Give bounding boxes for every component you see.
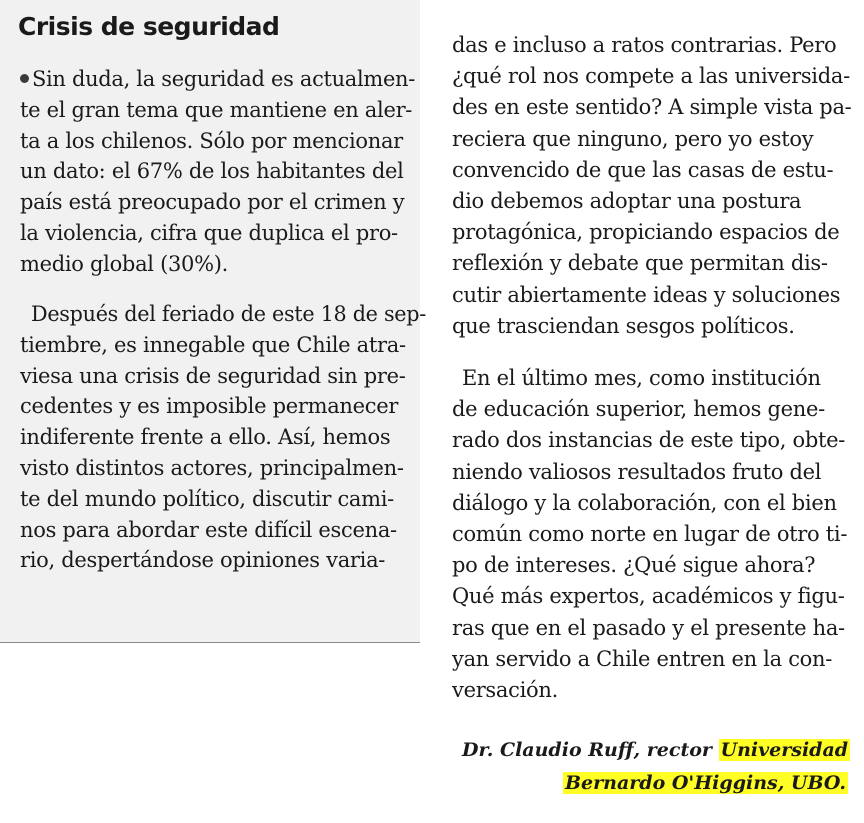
right-text-line-content: común como norte en lugar de otro ti- [452,522,848,546]
left-text-line-content: ta a los chilenos. Sólo por mencionar [20,128,403,153]
left-text-line-content: indiferente frente a ello. Así, hemos [20,425,391,450]
left-text-line [20,158,404,185]
left-text-line [20,424,390,451]
right-text-line-content: po de intereses. ¿Qué sigue ahora? [452,553,816,578]
right-text-line [452,521,847,548]
signature-author: Dr. Claudio Ruff, rector [462,739,719,761]
left-text-line-content: te el gran tema que mantiene en aler- [20,97,413,122]
left-text-line-content: rio, despertándose opiniones varia- [20,548,386,573]
left-text-line-content: la violencia, cifra que duplica el pro- [20,221,398,245]
column-bottom-divider [0,642,420,643]
left-text-line [20,455,404,482]
left-text-line-content: visto distintos actores, principalmen- [20,456,404,480]
right-text-line [452,188,801,215]
left-text-line [20,547,385,574]
right-text-line [452,63,850,90]
signature-line-1 [462,735,850,765]
right-text-line-content: cutir abiertamente ideas y soluciones [452,282,841,307]
left-text-line [20,363,406,390]
signature-line-2 [563,768,848,798]
left-text-line [20,251,228,278]
right-text-line [452,552,815,579]
right-text-line-content: diálogo y la colaboración, con el bien [452,490,837,515]
right-text-line-content: convencido de que las casas de estu- [452,157,834,182]
right-text-line [452,459,821,486]
left-text-line-content: cedentes y es imposible permanecer [20,394,399,419]
right-text-line-content: ¿qué rol nos compete a las universida- [452,64,850,89]
right-text-line [452,219,839,246]
left-text-line-content: medio global (30%). [20,251,229,276]
right-text-line-content: protagónica, propiciando espacios de [452,220,840,245]
left-text-line [20,332,406,359]
right-text-line-content: das e incluso a ratos contrarias. Pero [452,33,837,57]
right-text-line-content: En el último mes, como institución [462,366,821,390]
left-text-line-content: Sin duda, la seguridad es actualmen- [31,67,416,91]
right-text-line-content: dio debemos adoptar una postura [452,189,802,213]
article-title: Crisis de seguridad [18,12,280,41]
signature-org-highlight-1: Universidad [720,739,849,761]
right-text-line [452,282,840,309]
right-text-line-content: ras que en el pasado y el presente ha- [452,615,845,640]
left-text-line [20,189,404,216]
right-text-line [452,583,845,610]
left-text-line-content: país está preocupado por el crimen y [20,190,405,215]
right-text-line-content: que trasciendan sesgos políticos. [452,313,795,338]
left-text-line [31,301,426,328]
left-text-line [20,97,412,124]
right-text-line [452,615,845,642]
right-text-line [462,365,821,392]
right-text-line [452,94,851,121]
right-text-line [452,677,558,704]
right-text-line-content: des en este sentido? A simple vista pa- [452,95,852,120]
right-text-line-content: reciera que ninguno, pero yo estoy [452,126,814,151]
right-text-line [452,250,828,277]
right-text-line-content: de educación superior, hemos gene- [452,397,825,422]
right-text-line-content: rado dos instancias de este tipo, obte- [452,428,846,453]
left-text-line [20,220,398,247]
right-text-line-content: versación. [452,678,558,702]
left-text-line-content: nos para abordar este difícil escena- [20,517,397,542]
right-text-line [452,427,845,454]
left-text-line-content: tiembre, es innegable que Chile atra- [20,332,406,357]
left-text-line [20,66,415,93]
signature-org-highlight-2: Bernardo O'Higgins, UBO. [565,772,846,794]
left-text-line-content: un dato: el 67% de los habitantes del [20,159,404,184]
right-text-line [452,157,833,184]
left-text-line-content: viesa una crisis de seguridad sin pre- [20,363,406,388]
bullet-icon [20,74,29,83]
right-text-line-content: Qué más expertos, académicos y figu- [452,584,845,609]
left-text-line-content: te del mundo político, discutir cami- [20,486,394,511]
left-text-line [20,393,398,420]
right-text-line-content: reflexión y debate que permitan dis- [452,251,828,276]
right-text-line [452,490,837,517]
left-text-line [20,486,394,513]
right-text-line [452,126,813,153]
right-text-line [452,313,795,340]
left-text-line-content: Después del feriado de este 18 de sep- [31,302,426,326]
right-text-line [452,646,832,673]
left-text-line [20,128,403,155]
left-text-line [20,517,397,544]
right-text-line-content: yan servido a Chile entren en la con- [452,646,833,671]
right-text-line [452,32,836,59]
right-text-line-content: niendo valiosos resultados fruto del [452,459,822,484]
right-text-line [452,396,825,423]
